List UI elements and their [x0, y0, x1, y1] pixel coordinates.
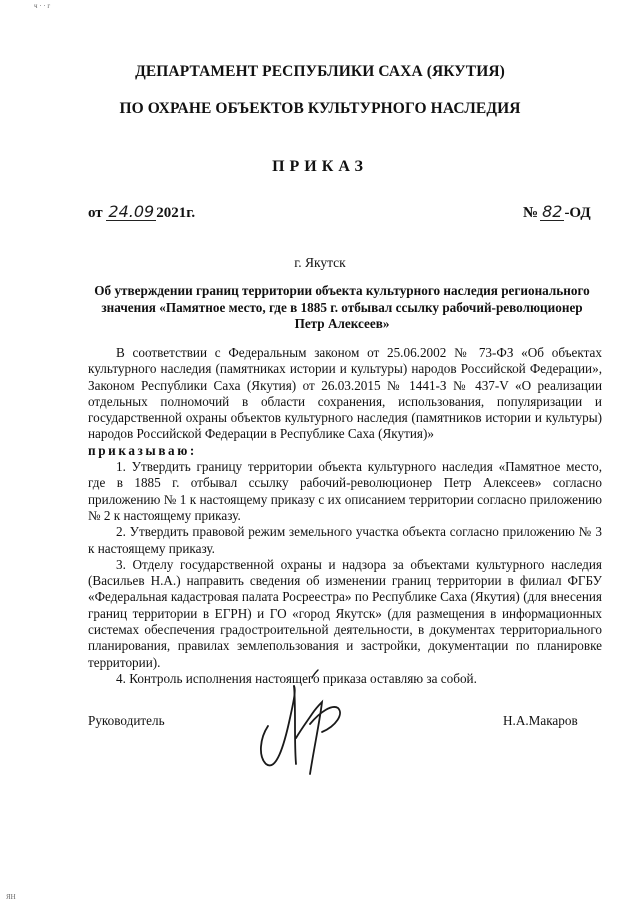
signatory-name: Н.А.Макаров [503, 713, 578, 728]
order-subject [92, 283, 592, 333]
handwritten-number: 82 [542, 202, 563, 221]
order-number [523, 204, 591, 222]
order-item-1: 1. Утвердить границу территории объекта культурного наследия «Памятное место, где в 1885 г. отбывал ссылку рабочий-революционер Петр Алексеев» согласно приложению № 1 к настоящему приказу с их описанием территории согласно приложению № 2 к настоящему приказу. [88, 459, 602, 523]
handwritten-date: 24.09 [108, 202, 155, 221]
order-item-3: 3. Отделу государственной охраны и надзора за объектами культурного наследия (Васильев Н.А.) направить сведения об изменении границ территории в филиал ФГБУ «Федеральная кадастровая палата Росреестра» по Республике Саха (Якутия) (для внесения границ территории в ЕГРН) и ГО «город Якутск» (для размещения в информационных системах обеспечения градостроительной деятельности, в документах территориального планирования, правилах землепользования и застройки, документации по планировке территории). [88, 556, 602, 670]
preamble-paragraph: В соответствии с Федеральным законом от 25.06.2002 № 73-ФЗ «Об объектах культурного наследия (памятниках истории и культуры) народов Российской Федерации», Законом Республики Саха (Якутия) от 26.03.2015 № 1441-З № 437-V «О реализации отдельных полномочий в области сохранения, использования, популяризации и государственной охраны объектов культурного наследия (памятников истории и культуры) народов Российской Федерации в Республике Саха (Якутия)» [88, 345, 602, 442]
order-item-4: 4. Контроль исполнения настоящего приказа оставляю за собой. [116, 670, 477, 686]
subject-line3: Петр Алексеев» [294, 316, 390, 331]
date-year: 2021г. [156, 205, 196, 221]
order-item-2: 2. Утвердить правовой режим земельного участка объекта согласно приложению № 3 к настоящему приказу. [88, 524, 602, 556]
subject-line1: Об утверждении границ территории объекта культурного наследия регионального [94, 283, 590, 298]
scan-mark-top: ч · · г [34, 2, 51, 10]
document-type-title: ПРИКАЗ [272, 158, 368, 175]
order-body [88, 345, 602, 687]
handwritten-signature [250, 668, 370, 778]
date-prefix: от [88, 205, 103, 221]
city-name: г. Якутск [294, 255, 346, 270]
order-date [88, 204, 195, 222]
subject-line2: значения «Памятное место, где в 1885 г. отбывал ссылку рабочий-революционер [101, 299, 583, 315]
number-prefix: № [523, 205, 539, 221]
signatory-position: Руководитель [88, 713, 165, 728]
department-name-line1: ДЕПАРТАМЕНТ РЕСПУБЛИКИ САХА (ЯКУТИЯ) [135, 63, 505, 80]
department-name-line2: ПО ОХРАНЕ ОБЪЕКТОВ КУЛЬТУРНОГО НАСЛЕДИЯ [119, 100, 521, 117]
order-keyword: приказываю: [88, 442, 197, 458]
number-suffix: -ОД [564, 205, 591, 221]
scan-mark-bottom: ЯН [6, 893, 16, 901]
